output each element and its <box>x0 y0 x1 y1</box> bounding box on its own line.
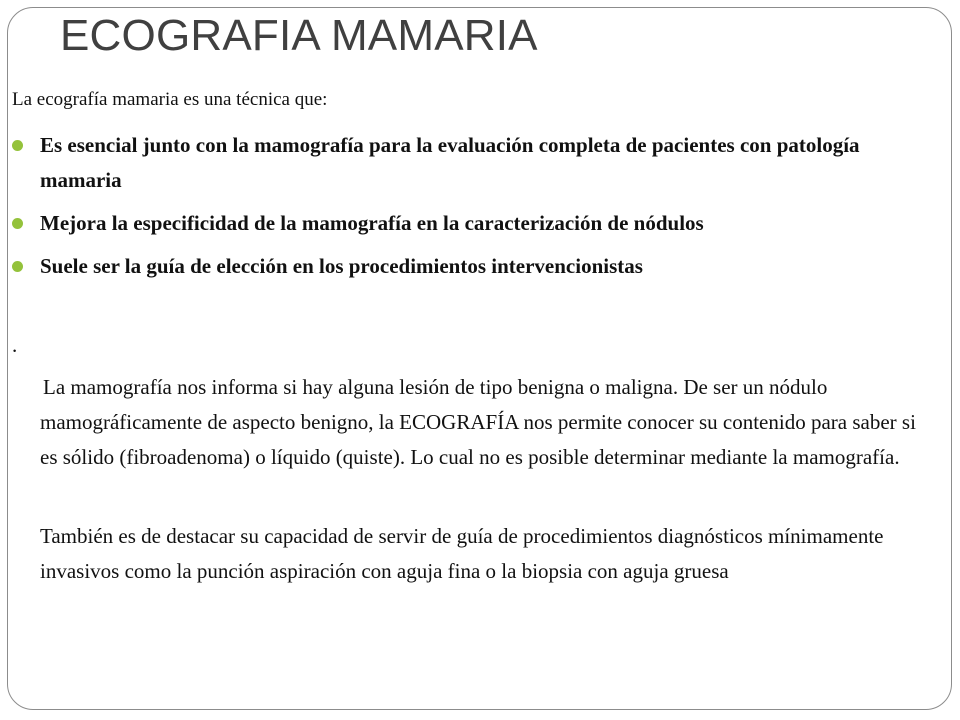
bullet-item <box>12 206 912 241</box>
bullet-text: Es esencial junto con la mamografía para la evaluación completa de pacientes con patología mamaria <box>40 133 860 192</box>
paragraph-text: También es de destacar su capacidad de servir de guía de procedimientos diagnósticos mínimamente invasivos como la punción aspiración con aguja fina o la biopsia con aguja gruesa <box>40 524 884 583</box>
slide-title: ECOGRAFIA MAMARIA <box>60 11 538 60</box>
intro-text: La ecografía mamaria es una técnica que: <box>12 89 328 110</box>
bullet-dot-icon <box>12 140 23 151</box>
paragraph-text: La mamografía nos informa si hay alguna lesión de tipo benigna o maligna. De ser un nódulo mamográficamente de aspecto benigno, la ECOGRAFÍA nos permite conocer su contenido para saber si es sólido (fibroadenoma) o líquido (quiste). Lo cual no es posible determinar mediante la mamografía. <box>40 375 916 469</box>
separator-dot: . <box>12 333 18 357</box>
bullet-item <box>12 249 912 284</box>
bullet-text: Suele ser la guía de elección en los procedimientos intervencionistas <box>40 254 643 278</box>
bullet-text: Mejora la especificidad de la mamografía en la caracterización de nódulos <box>40 211 704 235</box>
bullet-list <box>12 128 912 292</box>
bullet-dot-icon <box>12 218 23 229</box>
bullet-dot-icon <box>12 261 23 272</box>
body-paragraph-procedimientos <box>40 519 930 589</box>
bullet-item <box>12 128 912 198</box>
body-paragraph-mamografia <box>40 370 930 475</box>
